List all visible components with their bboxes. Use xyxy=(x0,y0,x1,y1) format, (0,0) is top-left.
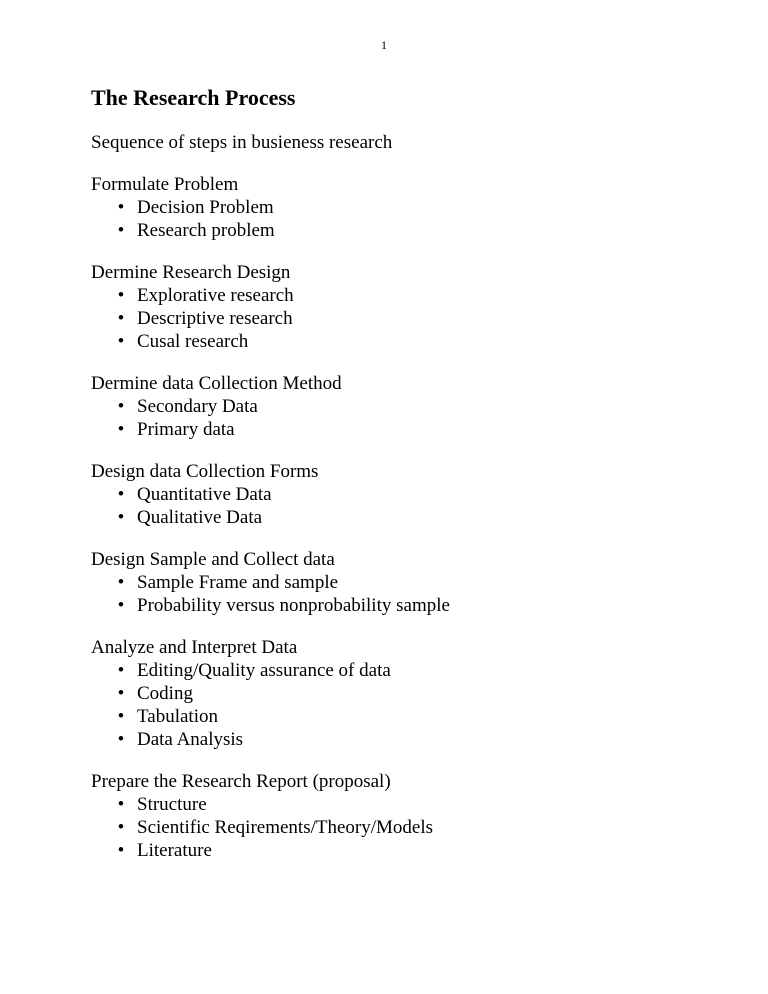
bullet-icon: • xyxy=(117,840,125,861)
bullet-item xyxy=(91,728,711,751)
bullet-list xyxy=(91,659,711,751)
document-body xyxy=(91,84,711,862)
section xyxy=(91,261,711,353)
bullet-text: Sample Frame and sample xyxy=(137,572,339,593)
bullet-text: Quantitative Data xyxy=(137,484,272,505)
bullet-text: Probability versus nonprobability sample xyxy=(137,595,450,616)
bullet-item xyxy=(91,839,711,862)
bullet-item xyxy=(91,682,711,705)
section-heading: Dermine Research Design xyxy=(91,262,291,283)
document-title: The Research Process xyxy=(91,85,296,110)
bullet-item xyxy=(91,196,711,219)
bullet-item xyxy=(91,571,711,594)
bullet-item xyxy=(91,418,711,441)
bullet-icon: • xyxy=(117,419,125,440)
bullet-icon: • xyxy=(117,285,125,306)
bullet-list xyxy=(91,483,711,529)
page-number: 1 xyxy=(381,38,387,52)
section-heading: Dermine data Collection Method xyxy=(91,373,342,394)
bullet-item xyxy=(91,594,711,617)
bullet-icon: • xyxy=(117,507,125,528)
bullet-item xyxy=(91,395,711,418)
bullet-item xyxy=(91,793,711,816)
bullet-text: Qualitative Data xyxy=(137,507,263,528)
section xyxy=(91,372,711,441)
bullet-text: Cusal research xyxy=(137,331,249,352)
intro-text: Sequence of steps in busieness research xyxy=(91,132,393,153)
section xyxy=(91,636,711,751)
bullet-item xyxy=(91,816,711,839)
bullet-list xyxy=(91,793,711,862)
bullet-text: Editing/Quality assurance of data xyxy=(137,660,391,681)
bullet-text: Coding xyxy=(137,683,193,704)
bullet-icon: • xyxy=(117,484,125,505)
bullet-text: Explorative research xyxy=(137,285,294,306)
bullet-text: Decision Problem xyxy=(137,197,274,218)
bullet-text: Tabulation xyxy=(137,706,218,727)
bullet-item xyxy=(91,307,711,330)
bullet-icon: • xyxy=(117,706,125,727)
bullet-item xyxy=(91,219,711,242)
bullet-text: Research problem xyxy=(137,220,275,241)
section-heading: Formulate Problem xyxy=(91,174,239,195)
bullet-icon: • xyxy=(117,729,125,750)
bullet-item xyxy=(91,659,711,682)
bullet-list xyxy=(91,284,711,353)
bullet-text: Descriptive research xyxy=(137,308,293,329)
bullet-icon: • xyxy=(117,572,125,593)
bullet-item xyxy=(91,506,711,529)
bullet-list xyxy=(91,571,711,617)
bullet-item xyxy=(91,330,711,353)
section-heading: Design Sample and Collect data xyxy=(91,549,335,570)
bullet-icon: • xyxy=(117,794,125,815)
bullet-icon: • xyxy=(117,660,125,681)
bullet-icon: • xyxy=(117,308,125,329)
bullet-icon: • xyxy=(117,595,125,616)
bullet-text: Structure xyxy=(137,794,207,815)
section-heading: Analyze and Interpret Data xyxy=(91,637,298,658)
bullet-text: Secondary Data xyxy=(137,396,258,417)
bullet-icon: • xyxy=(117,396,125,417)
bullet-icon: • xyxy=(117,331,125,352)
bullet-list xyxy=(91,196,711,242)
bullet-icon: • xyxy=(117,220,125,241)
bullet-item xyxy=(91,705,711,728)
bullet-text: Primary data xyxy=(137,419,235,440)
bullet-text: Scientific Reqirements/Theory/Models xyxy=(137,817,434,838)
section-heading: Design data Collection Forms xyxy=(91,461,319,482)
section xyxy=(91,770,711,862)
bullet-icon: • xyxy=(117,817,125,838)
bullet-text: Literature xyxy=(137,840,212,861)
bullet-item xyxy=(91,483,711,506)
bullet-icon: • xyxy=(117,683,125,704)
section xyxy=(91,460,711,529)
bullet-text: Data Analysis xyxy=(137,729,244,750)
bullet-list xyxy=(91,395,711,441)
section xyxy=(91,173,711,242)
section xyxy=(91,548,711,617)
section-heading: Prepare the Research Report (proposal) xyxy=(91,771,391,792)
bullet-item xyxy=(91,284,711,307)
sections-container xyxy=(91,173,711,862)
bullet-icon: • xyxy=(117,197,125,218)
